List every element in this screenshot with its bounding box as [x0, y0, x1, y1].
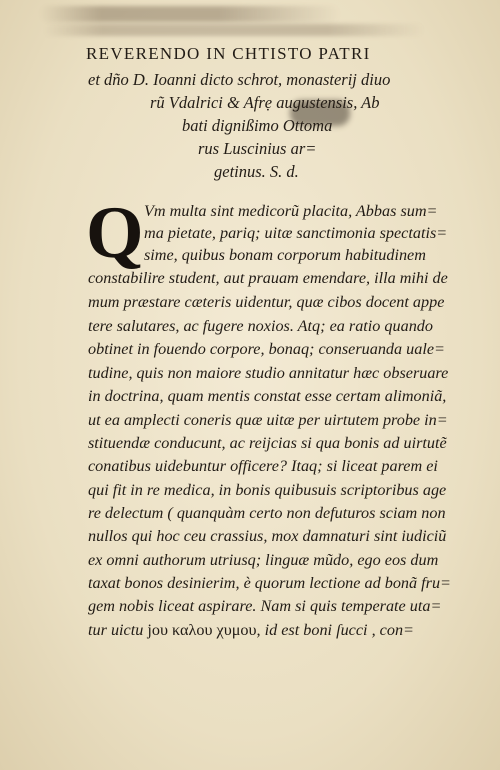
body-line: stituendæ conducunt, ac reijcias si qua bonis ad uirtutẽ	[88, 434, 447, 452]
body-line: qui fit in re medica, in bonis quibusuis scriptoribus age	[88, 481, 447, 499]
ink-blot	[290, 100, 350, 126]
body-line: mum præstare cæteris uidentur, quæ cibos docent appe	[88, 293, 445, 311]
dedication-line-4: rus Luscinius ar=	[198, 139, 317, 158]
body-line: re delectum ( quanquàm certo non defuturos sciam non	[88, 504, 446, 522]
last-line-post: , id est boni ſucci , con=	[256, 621, 414, 639]
dedication-line-2: rũ Vdalrici & Afrẹ augustensis, Ab	[150, 93, 380, 112]
body-line: nullos qui hoc ceu crassius, mox damnaturi sint iudiciũ	[88, 527, 447, 545]
body-line: constabilire student, aut prauam emendare, illa mihi de	[88, 269, 448, 287]
body-line: in doctrina, quam mentis constat esse certam alimoniã,	[88, 387, 447, 405]
body-line: Vm multa sint medicorũ placita, Abbas sum=	[144, 202, 438, 220]
greek-phrase: ϳoυ καλoυ χυμoυ	[147, 621, 257, 639]
dedication-heading: REVERENDO IN CHTISTO PATRI	[86, 44, 371, 63]
body-line-last	[88, 621, 414, 640]
dedication-line-3: bati dignißimo Ottoma	[182, 116, 333, 135]
body-line: obtinet in fouendo corpore, bonaq; conseruanda uale=	[88, 340, 445, 358]
body-line: tudine, quis non maiore studio annitatur hæc obseruare	[88, 364, 449, 382]
body-line: ma pietate, pariq; uitæ sanctimonia spectatis=	[144, 224, 448, 242]
body-line: tere salutares, ac fugere noxios. Atq; ea ratio quando	[88, 317, 433, 335]
body-line: conatibus uidebuntur officere? Itaq; si liceat parem ei	[88, 457, 438, 475]
bleed-through-smudge	[44, 24, 424, 36]
dedication-line-1: et dño D. Ioanni dicto schrot, monasterij diuo	[88, 70, 391, 89]
dedication-line-5: getinus. S. d.	[214, 162, 299, 181]
top-smudge	[40, 6, 340, 22]
body-line: gem nobis liceat aspirare. Nam si quis temperate uta=	[88, 597, 442, 615]
body-line: taxat bonos desinierim, è quorum lectione ad bonã fru=	[88, 574, 451, 592]
drop-cap-initial: Q	[86, 192, 144, 274]
body-line: ex omni authorum utriusq; linguæ mũdo, ego eos dum	[88, 551, 439, 569]
body-line: ut ea amplecti coneris quæ uitæ per uirtutem probe in=	[88, 411, 448, 429]
body-line: sime, quibus bonam corporum habitudinem	[144, 246, 426, 264]
last-line-pre: tur uictu	[88, 621, 148, 639]
